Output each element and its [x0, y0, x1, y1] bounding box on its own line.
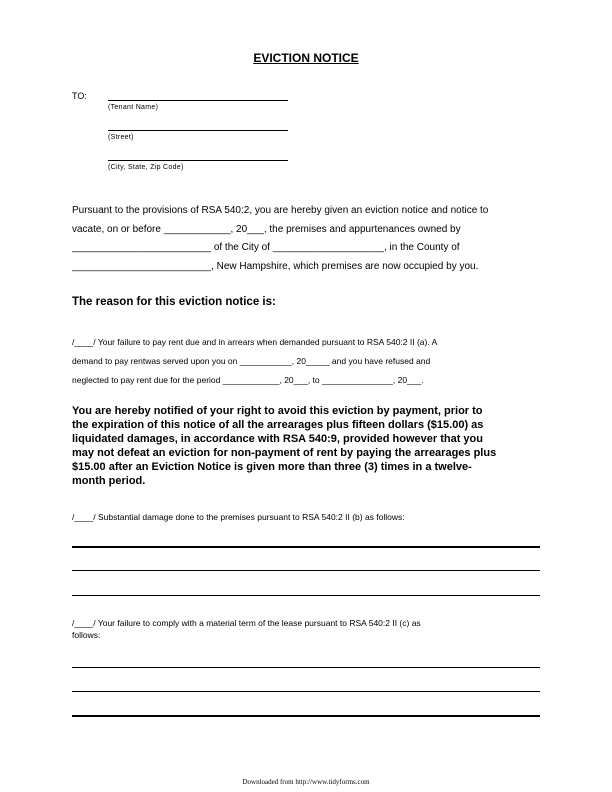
reason-b-fill-line[interactable] — [72, 570, 540, 571]
city-state-zip-label: (City, State, Zip Code) — [108, 164, 184, 171]
reason-heading: The reason for this eviction notice is: — [72, 296, 276, 308]
notice-line: may not defeat an eviction for non-payment of rent by paying the arrearages plus — [72, 447, 497, 459]
intro-line: Pursuant to the provisions of RSA 540:2, you are hereby given an eviction notice and notice to — [72, 205, 489, 216]
reason-c-fill-line[interactable] — [72, 715, 540, 717]
reason-a-line: neglected to pay rent due for the period ____________, 20___, to _______________, 20___. — [72, 375, 424, 385]
intro-line: vacate, on or before ____________, 20___, the premises and appurtenances owned by — [72, 223, 461, 235]
payment-notice-paragraph — [72, 404, 540, 488]
reason-a-line: demand to pay rentwas served upon you on ___________, 20_____ and you have refused and — [72, 356, 431, 366]
to-label: TO: — [72, 91, 87, 101]
notice-line: month period. — [72, 475, 146, 487]
street-label: (Street) — [108, 134, 134, 141]
reason-c-fill-line[interactable] — [72, 667, 540, 668]
reason-b-fill-line[interactable] — [72, 546, 540, 548]
reason-a-block — [72, 333, 542, 390]
intro-paragraph — [72, 202, 542, 276]
intro-line: _________________________, New Hampshire, which premises are now occupied by you. — [72, 260, 479, 272]
reason-c-line: follows: — [72, 630, 101, 640]
notice-line: the expiration of this notice of all the arrearages plus fifteen dollars ($15.00) as — [72, 419, 484, 431]
reason-c-line: /____/ Your failure to comply with a material term of the lease pursuant to RSA 540:2 II (c) as — [72, 618, 421, 628]
page-title: EVICTION NOTICE — [253, 51, 359, 65]
city-state-zip-line[interactable] — [108, 160, 288, 161]
reason-c-block — [72, 617, 542, 641]
reason-c-fill-line[interactable] — [72, 691, 540, 692]
intro-line: _________________________ of the City of ____________________, in the County of — [72, 242, 460, 253]
footer-download-link[interactable]: Downloaded from http://www.tidyforms.com — [242, 778, 370, 786]
street-line[interactable] — [108, 130, 288, 131]
reason-b-fill-line[interactable] — [72, 595, 540, 596]
notice-line: You are hereby notified of your right to avoid this eviction by payment, prior to — [72, 405, 483, 417]
notice-line: liquidated damages, in accordance with RSA 540:9, provided however that you — [72, 433, 483, 445]
reason-b-line: /____/ Substantial damage done to the premises pursuant to RSA 540:2 II (b) as follows: — [72, 512, 405, 522]
tenant-name-line[interactable] — [108, 100, 288, 101]
reason-a-line: /____/ Your failure to pay rent due and in arrears when demanded pursuant to RSA 540:2 II (a). A — [72, 337, 438, 347]
notice-line: $15.00 after an Eviction Notice is given more than three (3) times in a twelve- — [72, 461, 472, 473]
tenant-name-label: (Tenant Name) — [108, 104, 159, 111]
